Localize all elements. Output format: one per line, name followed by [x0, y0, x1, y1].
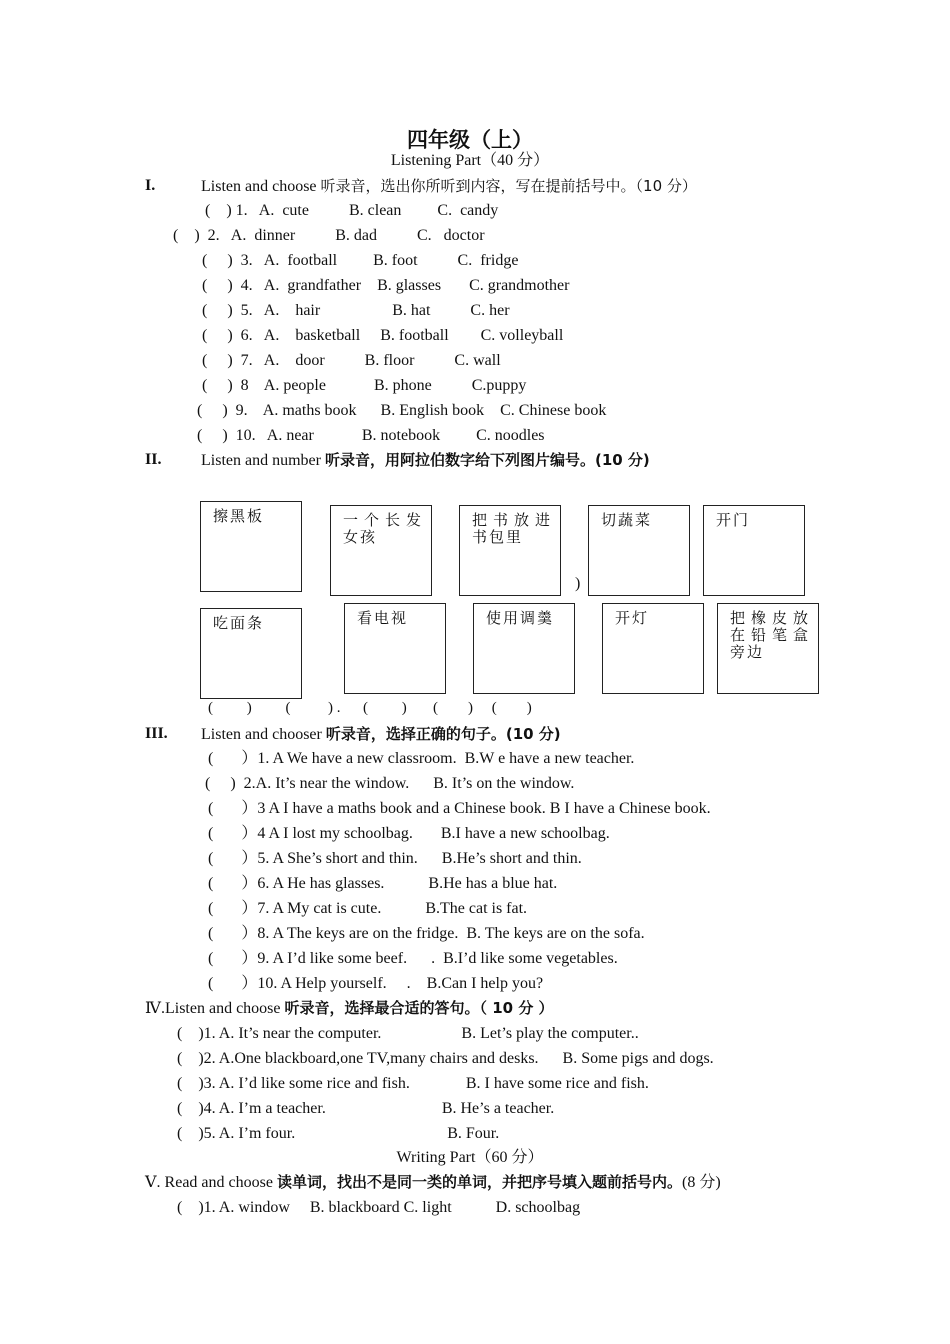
section-2-en: Listen and number [201, 452, 325, 469]
s1-question-10: ( ) 10. A. near B. notebook C. noodles [197, 427, 545, 444]
s1-question-2: ( ) 2. A. dinner B. dad C. doctor [173, 227, 485, 244]
section-5-cn: 读单词，找出不是同一类的单词，并把序号填入题前括号内。 [276, 1173, 682, 1191]
s1-question-6: ( ) 6. A. basketball B. football C. volleyball [202, 327, 564, 344]
section-5-en: Ⅴ. Read and choose [145, 1174, 277, 1191]
picture-box-8-label: 使用调羹 [486, 609, 555, 627]
s3-question-6: ( ）6. A He has glasses. B.He has a blue hat. [208, 875, 558, 892]
picture-box-3-label: 把书放进书包里 [472, 511, 552, 546]
section-2-number: II. [145, 451, 162, 468]
picture-box-4 [588, 505, 690, 596]
section-4-en: Ⅳ.Listen and choose [145, 1000, 285, 1017]
picture-box-6 [200, 608, 302, 699]
picture-box-5-label: 开门 [716, 511, 751, 529]
section-3-number: III. [145, 725, 168, 742]
s3-question-5: ( ）5. A She’s short and thin. B.He’s short and thin. [208, 850, 582, 867]
section-1-heading [201, 176, 697, 197]
section-1-en: Listen and choose [201, 178, 321, 195]
s3-question-2: ( ) 2.A. It’s near the window. B. It’s on the window. [205, 775, 575, 792]
s3-question-9: ( ）9. A I’d like some beef. . B.I’d like some vegetables. [208, 950, 618, 967]
s3-question-7: ( ）7. A My cat is cute. B.The cat is fat. [208, 900, 528, 917]
picture-box-7-label: 看电视 [357, 609, 409, 627]
picture-box-4-label: 切蔬菜 [601, 511, 653, 529]
s4-question-5: ( )5. A. I’m four. B. Four. [177, 1125, 500, 1142]
s3-question-3: ( ）3 A I have a maths book and a Chinese book. B I have a Chinese book. [208, 800, 711, 817]
picture-box-5 [703, 505, 805, 596]
section-5-points: (8 分) [681, 1174, 721, 1191]
s1-question-7: ( ) 7. A. door B. floor C. wall [202, 352, 501, 369]
s3-question-10: ( ）10. A Help yourself. . B.Can I help you? [208, 975, 544, 992]
s1-question-1: ( ) 1. A. cute B. clean C. candy [205, 202, 499, 219]
section-3-en: Listen and chooser [201, 726, 326, 743]
writing-part-heading: Writing Part（60 分） [396, 1149, 544, 1166]
s3-question-1: ( ）1. A We have a new classroom. B.W e have a new teacher. [208, 750, 635, 767]
s1-question-5: ( ) 5. A. hair B. hat C. her [202, 302, 510, 319]
s1-question-3: ( ) 3. A. football B. foot C. fridge [202, 252, 519, 269]
picture-box-9-label: 开灯 [615, 609, 650, 627]
s1-question-8: ( ) 8 A. people B. phone C.puppy [202, 377, 527, 394]
picture-box-10 [717, 603, 819, 694]
listening-part-heading: Listening Part（40 分） [390, 152, 550, 169]
stray-paren: ) [575, 575, 581, 592]
section-5-heading [145, 1172, 721, 1193]
page-title: 四年级（上） [407, 128, 533, 152]
section-4-heading [145, 998, 554, 1019]
section-1-number: I. [145, 177, 156, 194]
picture-box-10-label: 把橡皮放在铅笔盒旁边 [730, 609, 810, 661]
s3-question-8: ( ）8. A The keys are on the fridge. B. The keys are on the sofa. [208, 925, 645, 942]
picture-box-7 [344, 603, 446, 694]
picture-box-6-label: 吃面条 [213, 614, 265, 632]
picture-box-2-label: 一个长发女孩 [343, 511, 423, 546]
picture-box-9 [602, 603, 704, 694]
s4-question-1: ( )1. A. It’s near the computer. B. Let’s play the computer.. [177, 1025, 639, 1042]
section-3-cn: 听录音，选择正确的句子。(10 分) [325, 725, 561, 743]
s1-question-4: ( ) 4. A. grandfather B. glasses C. grandmother [202, 277, 570, 294]
s4-question-2: ( )2. A.One blackboard,one TV,many chairs and desks. B. Some pigs and dogs. [177, 1050, 714, 1067]
picture-box-2 [330, 505, 432, 596]
picture-box-3 [459, 505, 561, 596]
section-1-cn: 听录音，选出你所听到内容，写在提前括号中。（10 分） [320, 177, 697, 195]
answer-brackets-row: ( ) ( ) . ( ) ( ) ( ) [208, 700, 532, 716]
s1-question-9: ( ) 9. A. maths book B. English book C. Chinese book [197, 402, 607, 419]
s5-question-1: ( )1. A. window B. blackboard C. light D. schoolbag [177, 1199, 581, 1216]
picture-box-8 [473, 603, 575, 694]
picture-box-1 [200, 501, 302, 592]
s4-question-4: ( )4. A. I’m a teacher. B. He’s a teacher. [177, 1100, 555, 1117]
section-2-heading [201, 450, 650, 471]
section-4-cn: 听录音，选择最合适的答句。（ 10 分 ） [284, 999, 554, 1017]
section-3-heading [201, 724, 561, 745]
picture-box-1-label: 擦黑板 [213, 507, 265, 525]
s3-question-4: ( ）4 A I lost my schoolbag. B.I have a new schoolbag. [208, 825, 610, 842]
s4-question-3: ( )3. A. I’d like some rice and fish. B. I have some rice and fish. [177, 1075, 649, 1092]
section-2-cn: 听录音，用阿拉伯数字给下列图片编号。(10 分) [324, 451, 650, 469]
